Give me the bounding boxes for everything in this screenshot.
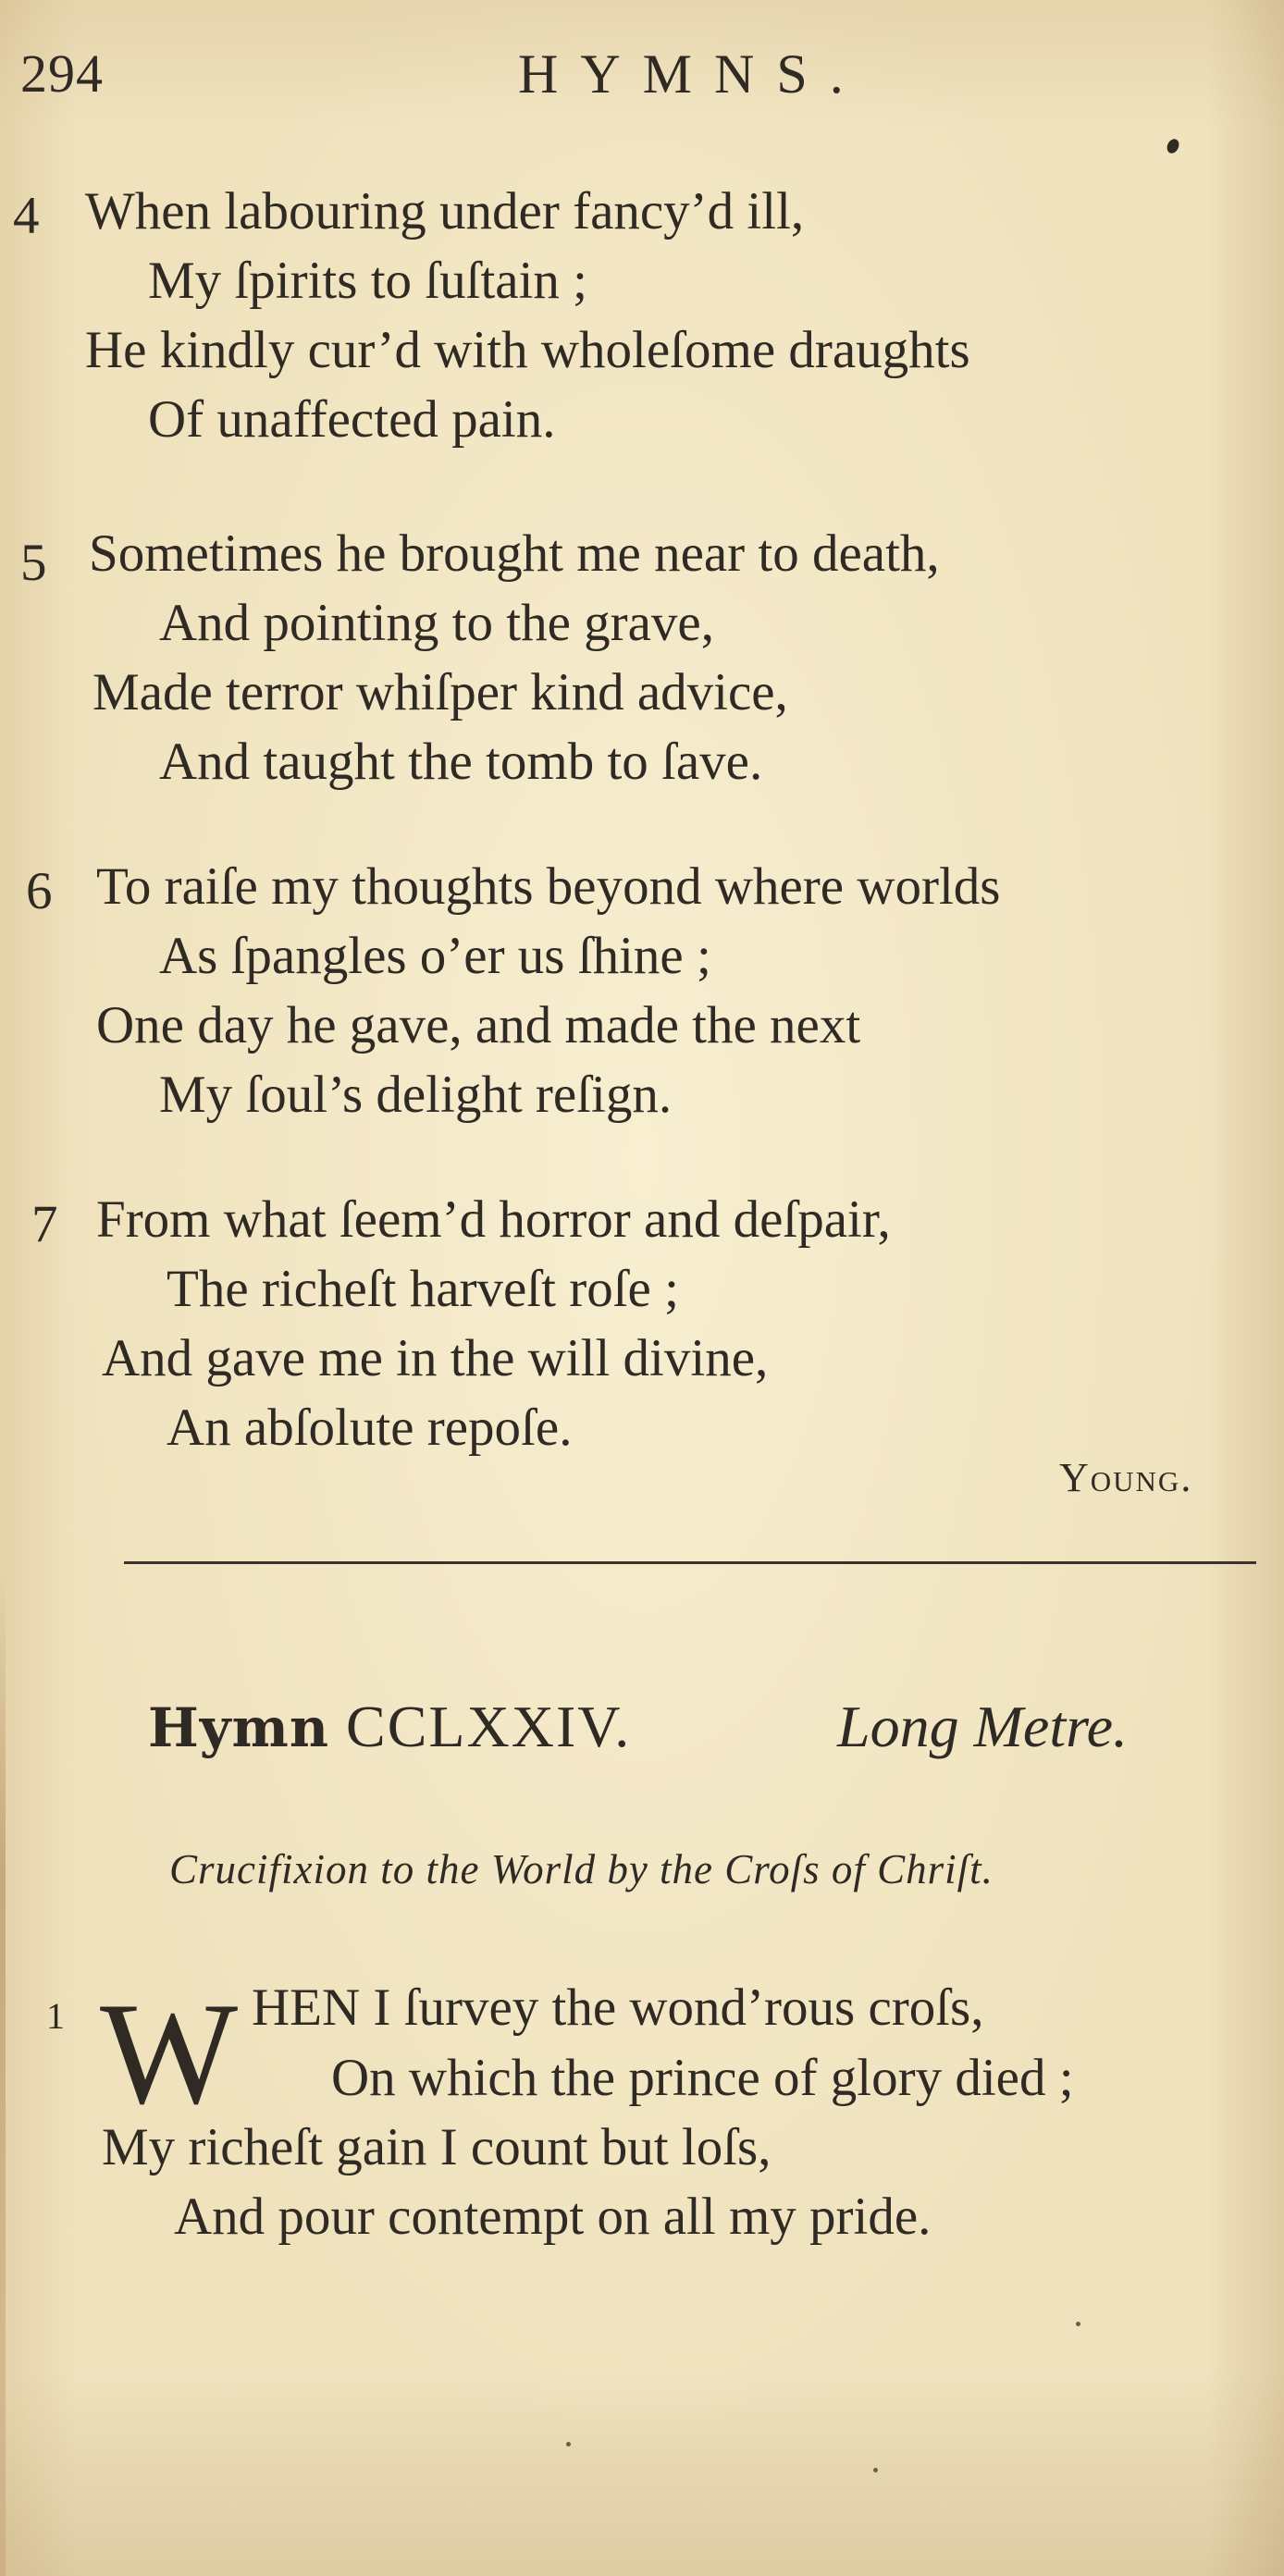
verse-line: To raiſe my thoughts beyond where worlds [96,857,1001,916]
verse-line: He kindly cur’d with wholeſome draughts [85,321,970,379]
verse-line: Sometimes he brought me near to death, [89,524,940,583]
verse-line: When labouring under fancy’d ill, [85,182,805,240]
stanza-number: 6 [26,862,53,920]
hymn-numeral: CCLXXIV. [346,1694,632,1759]
verse-line: HEN I ſurvey the wond’rous croſs, [252,1978,984,2037]
stanza-number: 4 [13,187,40,245]
paper-speck [1076,2322,1080,2326]
ink-speck [1165,137,1181,155]
verse-line: Of unaffected pain. [148,390,556,449]
section-divider [124,1561,1256,1564]
drop-cap: W [100,1973,239,2135]
verse-line: One day he gave, and made the next [96,996,861,1054]
hymn-meter: Long Metre. [837,1694,1129,1759]
verse-line: On which the prince of glory died ; [331,2049,1074,2107]
paper-speck [566,2442,571,2447]
stanza-number: 5 [20,534,47,592]
verse-line: My ſpirits to ſuſtain ; [148,252,588,310]
verse-line: And pour contempt on all my pride. [174,2188,932,2246]
verse-line: And pointing to the grave, [159,594,714,652]
page-edge-stain [0,1572,6,2576]
verse-line: My richeſt gain I count but loſs, [102,2118,772,2176]
hymn-title [148,1693,631,1761]
verse-line: From what ſeem’d horror and deſpair, [96,1190,891,1249]
verse-line: And taught the tomb to ſave. [159,733,763,791]
stanza-number: 1 [46,1995,65,2037]
page-number: 294 [20,43,104,104]
verse-line: My ſoul’s delight reſign. [159,1066,673,1124]
verse-line: And gave me in the will divine, [102,1329,769,1387]
verse-line: The richeſt harveſt roſe ; [167,1260,679,1318]
verse-line: Made terror whiſper kind advice, [93,663,788,721]
running-head: HYMNS. [518,43,866,105]
stanza-number: 7 [31,1195,58,1253]
verse-line: As ſpangles o’er us ſhine ; [159,927,711,985]
author-attribution: Young. [1059,1455,1193,1500]
hymn-subtitle: Crucifixion to the World by the Croſs of Chriſt. [169,1846,994,1892]
verse-line: An abſolute repoſe. [167,1399,573,1457]
paper-speck [873,2468,878,2472]
hymn-title-word: Hymn [148,1696,330,1759]
